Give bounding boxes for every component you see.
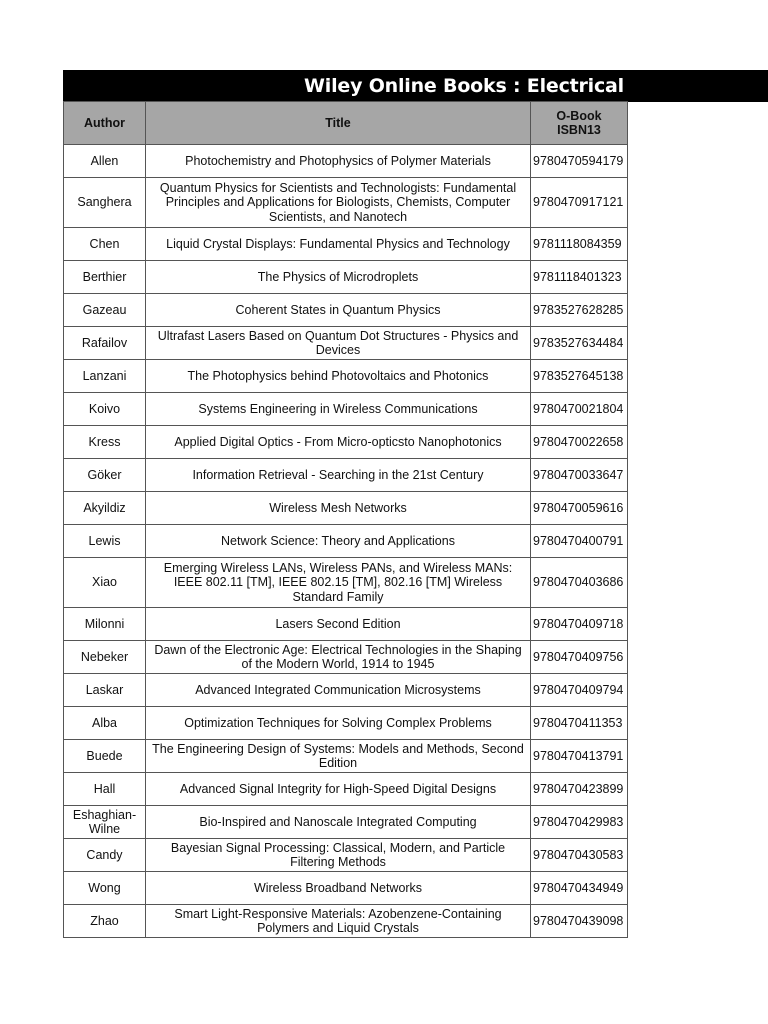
page-title: Wiley Online Books : Electrical xyxy=(304,75,624,97)
author-cell: Milonni xyxy=(64,608,146,641)
table-body xyxy=(64,145,628,938)
author-cell: Berthier xyxy=(64,261,146,294)
table-row xyxy=(64,558,628,608)
title-cell: Smart Light-Responsive Materials: Azobenzene-Containing Polymers and Liquid Crystals xyxy=(146,905,531,938)
title-cell: Lasers Second Edition xyxy=(146,608,531,641)
title-banner xyxy=(63,70,768,102)
author-cell: Xiao xyxy=(64,558,146,608)
isbn-cell: 9783527634484 xyxy=(531,327,628,360)
author-cell: Allen xyxy=(64,145,146,178)
table-row xyxy=(64,393,628,426)
column-header-author: Author xyxy=(64,102,146,145)
table-row xyxy=(64,145,628,178)
isbn-cell: 9780470409756 xyxy=(531,641,628,674)
title-cell: Wireless Mesh Networks xyxy=(146,492,531,525)
title-cell: Network Science: Theory and Applications xyxy=(146,525,531,558)
title-cell: Liquid Crystal Displays: Fundamental Physics and Technology xyxy=(146,228,531,261)
title-cell: The Engineering Design of Systems: Models and Methods, Second Edition xyxy=(146,740,531,773)
table-row xyxy=(64,327,628,360)
author-cell: Koivo xyxy=(64,393,146,426)
isbn-cell: 9780470429983 xyxy=(531,806,628,839)
author-cell: Chen xyxy=(64,228,146,261)
title-cell: Advanced Integrated Communication Microsystems xyxy=(146,674,531,707)
isbn-cell: 9780470409718 xyxy=(531,608,628,641)
table-row xyxy=(64,426,628,459)
table-row xyxy=(64,839,628,872)
isbn-cell: 9780470917121 xyxy=(531,178,628,228)
column-header-isbn: O-Book ISBN13 xyxy=(531,102,628,145)
author-cell: Candy xyxy=(64,839,146,872)
isbn-cell: 9780470434949 xyxy=(531,872,628,905)
title-cell: Bayesian Signal Processing: Classical, Modern, and Particle Filtering Methods xyxy=(146,839,531,872)
table-row xyxy=(64,608,628,641)
author-cell: Akyildiz xyxy=(64,492,146,525)
title-cell: Bio-Inspired and Nanoscale Integrated Computing xyxy=(146,806,531,839)
title-cell: Quantum Physics for Scientists and Technologists: Fundamental Principles and Applications for Biologists, Chemists, Computer Scientists, and Nanotech xyxy=(146,178,531,228)
table-row xyxy=(64,360,628,393)
title-cell: Dawn of the Electronic Age: Electrical Technologies in the Shaping of the Modern World, 1914 to 1945 xyxy=(146,641,531,674)
isbn-cell: 9780470403686 xyxy=(531,558,628,608)
author-cell: Eshaghian-Wilne xyxy=(64,806,146,839)
table-row xyxy=(64,178,628,228)
author-cell: Hall xyxy=(64,773,146,806)
author-cell: Göker xyxy=(64,459,146,492)
title-cell: Information Retrieval - Searching in the 21st Century xyxy=(146,459,531,492)
isbn-cell: 9780470594179 xyxy=(531,145,628,178)
column-header-title: Title xyxy=(146,102,531,145)
title-cell: Applied Digital Optics - From Micro-opticsto Nanophotonics xyxy=(146,426,531,459)
table-row xyxy=(64,740,628,773)
author-cell: Wong xyxy=(64,872,146,905)
author-cell: Rafailov xyxy=(64,327,146,360)
author-cell: Lewis xyxy=(64,525,146,558)
title-cell: Advanced Signal Integrity for High-Speed Digital Designs xyxy=(146,773,531,806)
table-row xyxy=(64,872,628,905)
title-cell: The Photophysics behind Photovoltaics and Photonics xyxy=(146,360,531,393)
author-cell: Laskar xyxy=(64,674,146,707)
author-cell: Nebeker xyxy=(64,641,146,674)
title-cell: Emerging Wireless LANs, Wireless PANs, and Wireless MANs: IEEE 802.11 [TM], IEEE 802.15 [TM], 802.16 [TM] Wireless Standard Family xyxy=(146,558,531,608)
table-row xyxy=(64,294,628,327)
isbn-cell: 9780470021804 xyxy=(531,393,628,426)
isbn-cell: 9781118084359 xyxy=(531,228,628,261)
title-cell: Coherent States in Quantum Physics xyxy=(146,294,531,327)
table-row xyxy=(64,261,628,294)
table-row xyxy=(64,773,628,806)
isbn-cell: 9780470400791 xyxy=(531,525,628,558)
isbn-cell: 9780470411353 xyxy=(531,707,628,740)
isbn-cell: 9780470430583 xyxy=(531,839,628,872)
table-row xyxy=(64,806,628,839)
table-row xyxy=(64,525,628,558)
title-cell: The Physics of Microdroplets xyxy=(146,261,531,294)
table-row xyxy=(64,905,628,938)
table-header-row xyxy=(64,102,628,145)
books-table xyxy=(63,101,628,938)
table-row xyxy=(64,674,628,707)
author-cell: Gazeau xyxy=(64,294,146,327)
author-cell: Alba xyxy=(64,707,146,740)
isbn-cell: 9783527628285 xyxy=(531,294,628,327)
isbn-cell: 9780470423899 xyxy=(531,773,628,806)
isbn-cell: 9783527645138 xyxy=(531,360,628,393)
table-row xyxy=(64,641,628,674)
table-row xyxy=(64,459,628,492)
isbn-cell: 9780470413791 xyxy=(531,740,628,773)
author-cell: Sanghera xyxy=(64,178,146,228)
isbn-cell: 9780470409794 xyxy=(531,674,628,707)
table-row xyxy=(64,492,628,525)
isbn-cell: 9780470059616 xyxy=(531,492,628,525)
isbn-cell: 9780470033647 xyxy=(531,459,628,492)
author-cell: Lanzani xyxy=(64,360,146,393)
title-cell: Photochemistry and Photophysics of Polymer Materials xyxy=(146,145,531,178)
isbn-cell: 9780470022658 xyxy=(531,426,628,459)
table-row xyxy=(64,707,628,740)
title-cell: Systems Engineering in Wireless Communications xyxy=(146,393,531,426)
title-cell: Optimization Techniques for Solving Complex Problems xyxy=(146,707,531,740)
isbn-cell: 9781118401323 xyxy=(531,261,628,294)
author-cell: Zhao xyxy=(64,905,146,938)
title-cell: Wireless Broadband Networks xyxy=(146,872,531,905)
author-cell: Buede xyxy=(64,740,146,773)
table-row xyxy=(64,228,628,261)
title-cell: Ultrafast Lasers Based on Quantum Dot Structures - Physics and Devices xyxy=(146,327,531,360)
isbn-cell: 9780470439098 xyxy=(531,905,628,938)
author-cell: Kress xyxy=(64,426,146,459)
